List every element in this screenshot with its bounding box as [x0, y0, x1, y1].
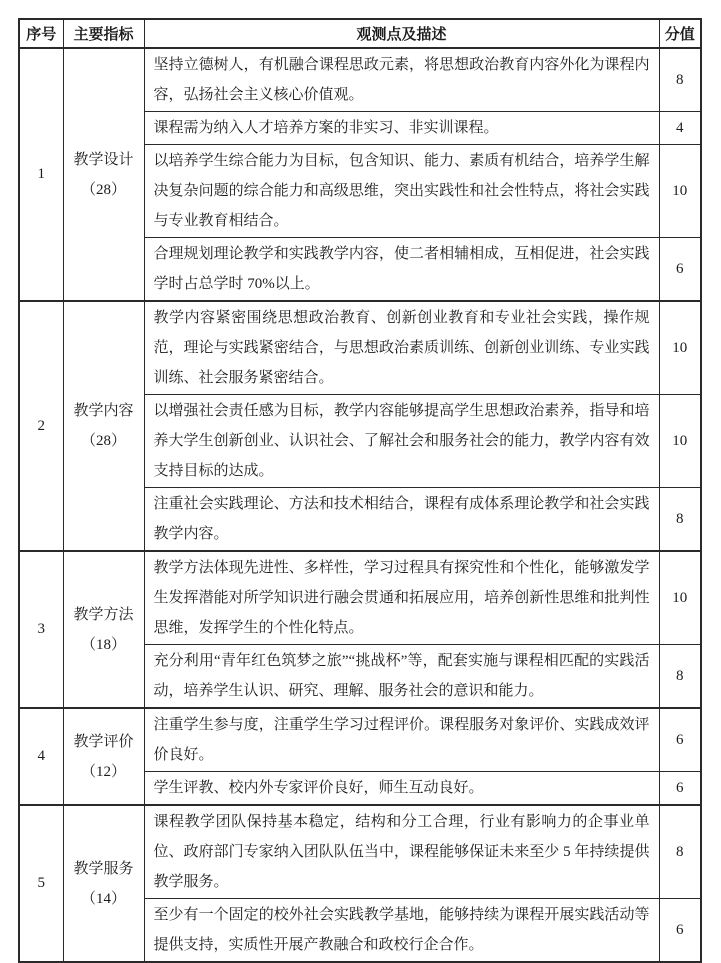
- col-header-score: 分值: [659, 19, 701, 48]
- indicator-weight: （18）: [80, 636, 126, 653]
- criterion-text: 至少有一个固定的校外社会实践教学基地，能够持续为课程开展实践活动等提供支持，实质性开展产教融合和政校行企合作。: [144, 899, 659, 963]
- score-value: 8: [659, 488, 701, 552]
- col-header-seq: 序号: [19, 19, 63, 48]
- table-row: [19, 551, 701, 645]
- indicator-cell: [63, 708, 144, 805]
- criterion-text: 课程教学团队保持基本稳定，结构和分工合理，行业有影响力的企事业单位、政府部门专家纳入团队队伍当中，课程能够保证未来至少 5 年持续提供教学服务。: [144, 805, 659, 899]
- criterion-text: 注重学生参与度，注重学生学习过程评价。课程服务对象评价、实践成效评价良好。: [144, 708, 659, 772]
- indicator-cell: [63, 805, 144, 962]
- indicator-cell: [63, 551, 144, 708]
- criterion-text: 以培养学生综合能力为目标，包含知识、能力、素质有机结合，培养学生解决复杂问题的综合能力和高级思维，突出实践性和社会性特点，将社会实践与专业教育相结合。: [144, 145, 659, 238]
- criterion-text: 充分利用“青年红色筑梦之旅”“挑战杯”等，配套实施与课程相匹配的实践活动，培养学生认识、研究、理解、服务社会的意识和能力。: [144, 645, 659, 709]
- indicator-name: 教学方法: [73, 606, 134, 623]
- score-value: 10: [659, 145, 701, 238]
- score-value: 6: [659, 899, 701, 963]
- table-row: [19, 48, 701, 112]
- indicator-cell: [63, 301, 144, 551]
- section-number: 3: [19, 551, 63, 708]
- score-value: 10: [659, 395, 701, 488]
- section-number: 1: [19, 48, 63, 301]
- header-row: [19, 19, 701, 48]
- criterion-text: 合理规划理论教学和实践教学内容，使二者相辅相成，互相促进，社会实践学时占总学时 70%以上。: [144, 238, 659, 302]
- indicator-weight: （14）: [80, 890, 126, 907]
- criterion-text: 注重社会实践理论、方法和技术相结合，课程有成体系理论教学和社会实践教学内容。: [144, 488, 659, 552]
- indicator-weight: （28）: [80, 433, 126, 449]
- section-number: 5: [19, 805, 63, 962]
- criterion-text: 课程需为纳入人才培养方案的非实习、非实训课程。: [144, 112, 659, 145]
- indicator-name: 教学内容: [73, 403, 134, 419]
- criterion-text: 以增强社会责任感为目标，教学内容能够提高学生思想政治素养，指导和培养大学生创新创业、认识社会、了解社会和服务社会的能力，教学内容有效支持目标的达成。: [144, 395, 659, 488]
- score-value: 6: [659, 238, 701, 302]
- score-value: 10: [659, 301, 701, 395]
- indicator-cell: [63, 48, 144, 301]
- section-number: 2: [19, 301, 63, 551]
- evaluation-rubric-table: [18, 18, 702, 963]
- criterion-text: 学生评教、校内外专家评价良好，师生互动良好。: [144, 772, 659, 806]
- indicator-name: 教学评价: [73, 733, 134, 750]
- col-header-indicator: 主要指标: [63, 19, 144, 48]
- table-row: [19, 301, 701, 395]
- col-header-observation: 观测点及描述: [144, 19, 659, 48]
- section-number: 4: [19, 708, 63, 805]
- table-row: [19, 805, 701, 899]
- indicator-weight: （12）: [80, 763, 126, 780]
- criterion-text: 教学内容紧密围绕思想政治教育、创新创业教育和专业社会实践，操作规范，理论与实践紧密结合，与思想政治素质训练、创新创业训练、专业实践训练、社会服务紧密结合。: [144, 301, 659, 395]
- score-value: 6: [659, 772, 701, 806]
- score-value: 8: [659, 805, 701, 899]
- table-row: [19, 708, 701, 772]
- score-value: 10: [659, 551, 701, 645]
- indicator-weight: （28）: [80, 181, 126, 198]
- criterion-text: 坚持立德树人，有机融合课程思政元素，将思想政治教育内容外化为课程内容，弘扬社会主义核心价值观。: [144, 48, 659, 112]
- indicator-name: 教学服务: [73, 860, 134, 877]
- score-value: 8: [659, 48, 701, 112]
- criterion-text: 教学方法体现先进性、多样性，学习过程具有探究性和个性化，能够激发学生发挥潜能对所学知识进行融会贯通和拓展应用，培养创新性思维和批判性思维，发挥学生的个性化特点。: [144, 551, 659, 645]
- score-value: 6: [659, 708, 701, 772]
- score-value: 8: [659, 645, 701, 709]
- indicator-name: 教学设计: [73, 151, 134, 168]
- score-value: 4: [659, 112, 701, 145]
